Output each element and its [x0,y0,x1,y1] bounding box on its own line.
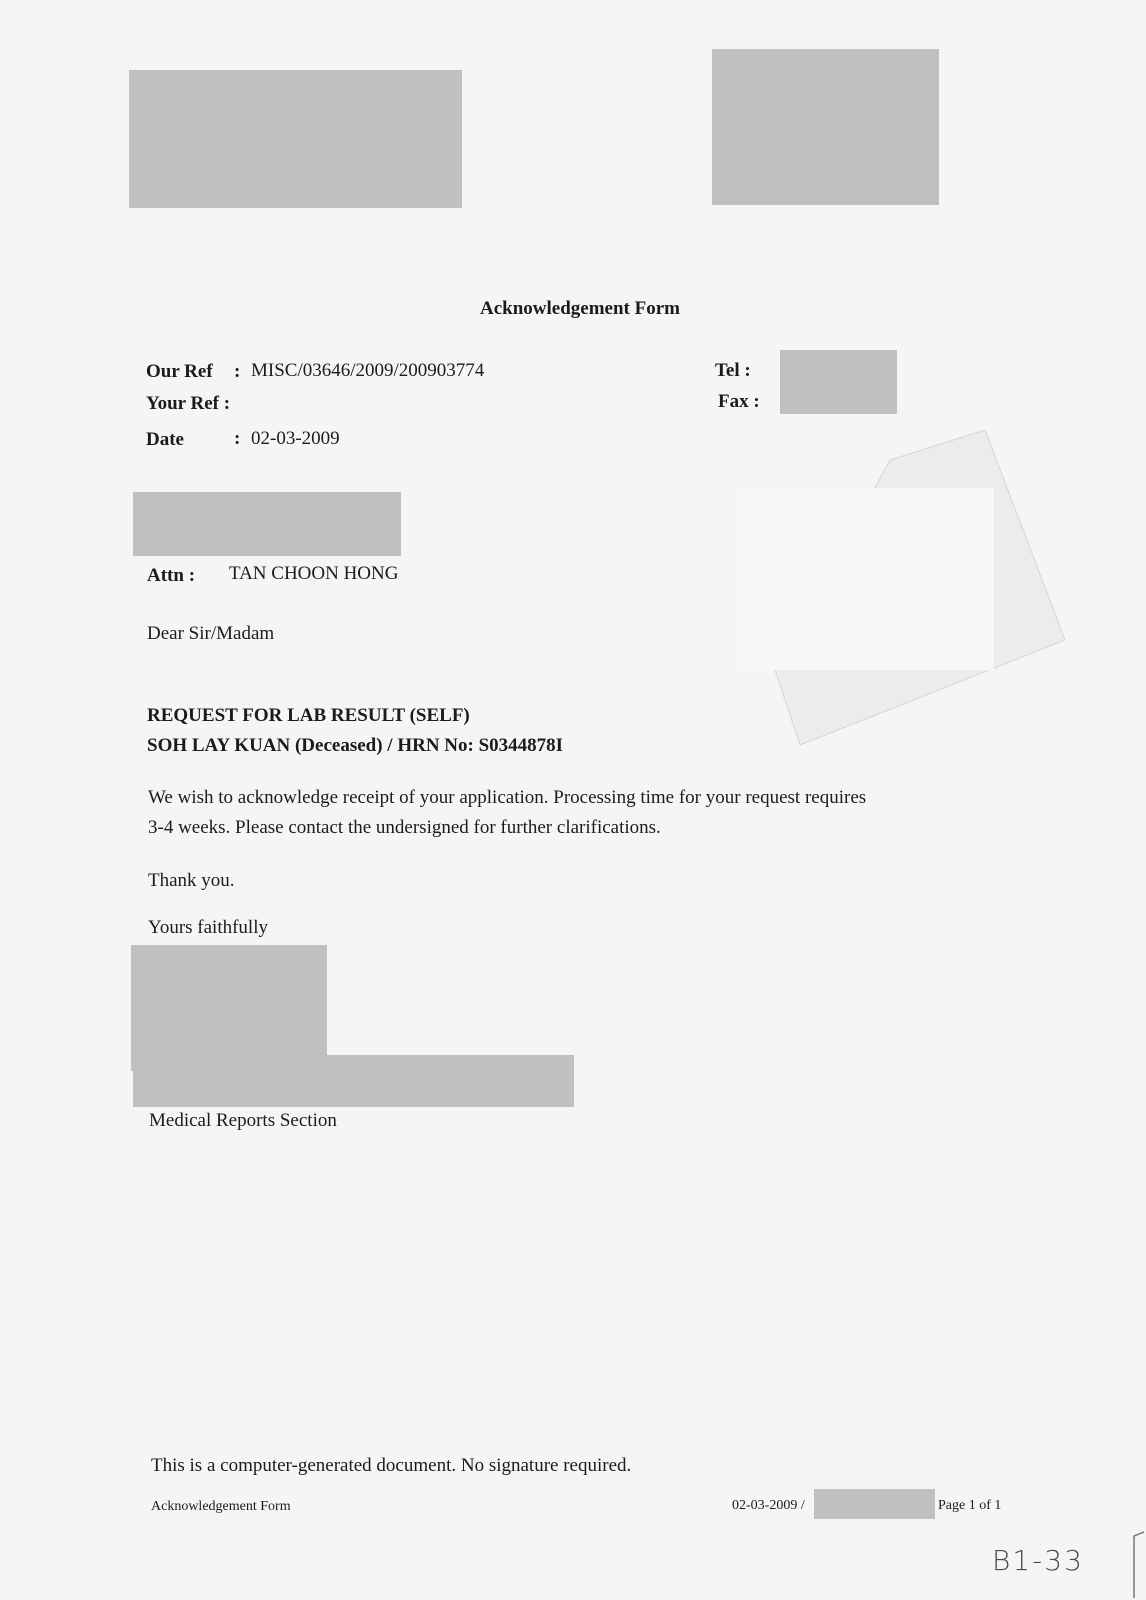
body-line-1: We wish to acknowledge receipt of your application. Processing time for your request requires [148,787,867,808]
scanned-paper-overlay [730,430,1070,750]
department-name: Medical Reports Section [149,1110,337,1131]
our-ref-label: Our Ref [146,361,213,382]
redacted-signature [131,945,327,1071]
redacted-signatory-name [133,1055,574,1107]
footer-form-name: Acknowledgement Form [151,1499,291,1514]
tel-label: Tel : [715,360,751,381]
page-edge-mark [1130,1530,1146,1600]
your-ref-label: Your Ref : [146,393,231,414]
redacted-logo-right [712,49,939,205]
subject-line-2: SOH LAY KUAN (Deceased) / HRN No: S0344878I [147,735,564,756]
body-line-2: 3-4 weeks. Please contact the undersigned for further clarifications. [148,817,661,838]
fax-label: Fax : [718,391,760,412]
closing-text: Yours faithfully [148,917,268,938]
redacted-tel-fax [780,350,897,414]
document-title: Acknowledgement Form [480,298,680,319]
attn-label: Attn : [147,565,196,586]
attn-value: TAN CHOON HONG [229,563,399,584]
our-ref-separator: : [234,361,241,382]
handwritten-annotation: B1-33 [992,1544,1084,1577]
footer-date: 02-03-2009 / [732,1498,805,1513]
thank-you-text: Thank you. [148,870,235,891]
date-label: Date [146,429,184,450]
date-value: 02-03-2009 [251,428,340,449]
computer-generated-notice: This is a computer-generated document. No signature required. [151,1455,632,1476]
footer-page-number: Page 1 of 1 [938,1498,1002,1513]
redacted-footer-ref [814,1489,935,1519]
salutation: Dear Sir/Madam [147,623,275,644]
redacted-addressee [133,492,401,556]
date-separator: : [234,428,241,449]
our-ref-value: MISC/03646/2009/200903774 [251,360,485,381]
subject-line-1: REQUEST FOR LAB RESULT (SELF) [147,705,470,726]
redacted-logo-left [129,70,462,208]
